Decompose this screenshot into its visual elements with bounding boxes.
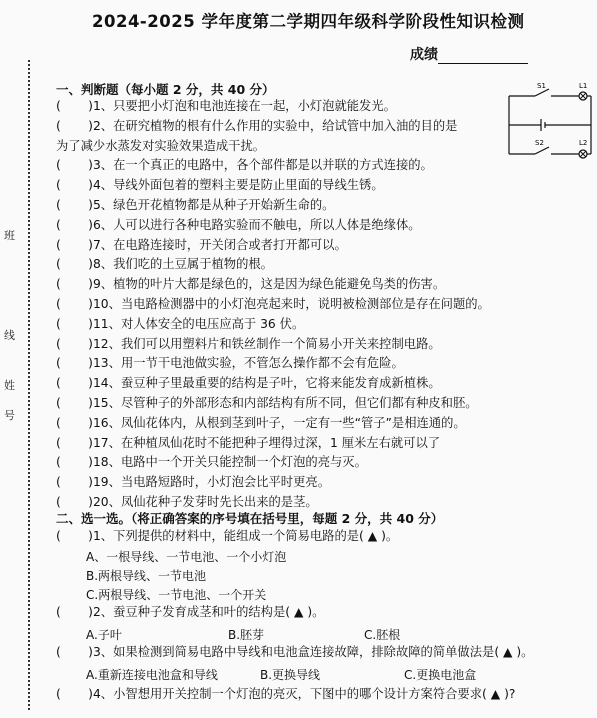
- option-b: B.更换导线: [260, 668, 321, 682]
- judgement-item: ( )13、用一节干电池做实验，不管怎么操作都不会有危险。: [56, 356, 404, 370]
- answer-blank[interactable]: ( ): [56, 277, 93, 291]
- answer-blank[interactable]: ( ): [56, 396, 93, 410]
- judgement-item: ( )9、植物的叶片大都是绿色的，这是因为绿色能避免鸟类的伤害。: [56, 277, 446, 291]
- item-text: 凤仙花种子发芽时先长出来的是茎。: [120, 495, 318, 509]
- item-text: 我们吃的土豆属于植物的根。: [113, 257, 273, 271]
- question-text: 如果检测到简易电路中导线和电池盒连接故障，排除故障的简单做法是( ▲ )。: [113, 645, 534, 659]
- item-number: 6: [92, 218, 101, 232]
- judgement-item: ( )20、凤仙花种子发芽时先长出来的是茎。: [56, 495, 318, 509]
- question-number: 2: [92, 605, 101, 619]
- item-text: 凤仙花体内，从根到茎到叶子，一定有一些“管子”是相连通的。: [120, 416, 466, 430]
- answer-blank[interactable]: ( ): [56, 455, 93, 469]
- judgement-item: ( )19、当电路短路时，小灯泡会比平时更亮。: [56, 475, 330, 489]
- answer-blank[interactable]: ( ): [56, 178, 93, 192]
- option-c: C.胚根: [364, 628, 401, 642]
- item-text: 人可以进行各种电路实验而不触电，所以人体是绝缘体。: [113, 218, 421, 232]
- judgement-item: ( )1、只要把小灯泡和电池连接在一起，小灯泡就能发光。: [56, 99, 396, 113]
- item-text: 蚕豆种子里最重要的结构是子叶，它将来能发育成新植株。: [120, 376, 441, 390]
- question-number: 1: [92, 529, 101, 543]
- answer-blank[interactable]: ( ): [56, 376, 93, 390]
- judgement-item: ( )16、凤仙花体内，从根到茎到叶子，一定有一些“管子”是相连通的。: [56, 416, 466, 430]
- choice-question: ( )2、蚕豆种子发育成茎和叶的结构是( ▲ )。: [56, 605, 325, 619]
- answer-blank[interactable]: ( ): [56, 687, 93, 701]
- answer-blank[interactable]: ( ): [56, 119, 93, 133]
- judgement-item: ( )2、在研究植物的根有什么作用的实验中，给试管中加入油的目的是: [56, 119, 458, 133]
- item-number: 10: [92, 297, 109, 311]
- item-number: 16: [92, 416, 109, 430]
- item-text: 电路中一个开关只能控制一个灯泡的亮与灭。: [120, 455, 367, 469]
- item-text: 对人体安全的电压应高于 36 伏。: [120, 317, 305, 331]
- option-b: B.两根导线、一节电池: [86, 569, 207, 583]
- item-number: 1: [92, 99, 101, 113]
- judgement-item: ( )3、在一个真正的电路中，各个部件都是以并联的方式连接的。: [56, 158, 433, 172]
- judgement-item: ( )4、导线外面包着的塑料主要是防止里面的导线生锈。: [56, 178, 384, 192]
- score-field: [410, 44, 528, 64]
- judgement-item: ( )5、绿色开花植物都是从种子开始新生命的。: [56, 198, 335, 212]
- judgement-item: ( )18、电路中一个开关只能控制一个灯泡的亮与灭。: [56, 455, 367, 469]
- item-number: 17: [92, 436, 109, 450]
- question-number: 4: [92, 687, 101, 701]
- item-text: 在种植凤仙花时不能把种子埋得过深，1 厘米左右就可以了: [120, 436, 441, 450]
- choice-question: ( )1、下列提供的材料中，能组成一个简易电路的是( ▲ )。: [56, 529, 399, 543]
- margin-mark: 班: [4, 229, 15, 242]
- item-text: 在电路连接时，开关闭合或者打开都可以。: [113, 238, 347, 252]
- item-number: 18: [92, 455, 109, 469]
- item-number: 2: [92, 119, 101, 133]
- item-number: 4: [92, 178, 101, 192]
- choice-question: ( )3、如果检测到简易电路中导线和电池盒连接故障，排除故障的简单做法是( ▲ )。: [56, 645, 534, 659]
- item-number: 13: [92, 356, 109, 370]
- answer-blank[interactable]: ( ): [56, 645, 93, 659]
- answer-blank[interactable]: ( ): [56, 297, 93, 311]
- item-text: 尽管种子的外部形态和内部结构有所不同，但它们都有种皮和胚。: [120, 396, 478, 410]
- item-text: 植物的叶片大都是绿色的，这是因为绿色能避免鸟类的伤害。: [113, 277, 446, 291]
- item-number: 9: [92, 277, 101, 291]
- question-text: 下列提供的材料中，能组成一个简易电路的是( ▲ )。: [113, 529, 399, 543]
- item-number: 11: [92, 317, 109, 331]
- judgement-item: ( )8、我们吃的土豆属于植物的根。: [56, 257, 273, 271]
- switch-s1-label: S1: [537, 82, 546, 90]
- item-number: 3: [92, 158, 101, 172]
- answer-blank[interactable]: ( ): [56, 416, 93, 430]
- option-c: C.更换电池盒: [404, 668, 477, 682]
- lamp-l1-label: L1: [579, 82, 588, 90]
- option-a: A、一根导线、一节电池、一个小灯泡: [86, 550, 287, 564]
- item-text: 当电路短路时，小灯泡会比平时更亮。: [120, 475, 330, 489]
- answer-blank[interactable]: ( ): [56, 218, 93, 232]
- item-text: 在研究植物的根有什么作用的实验中，给试管中加入油的目的是: [113, 119, 458, 133]
- item-number: 12: [92, 337, 109, 351]
- question-text: 小智想用开关控制一个灯泡的亮灭，下图中的哪个设计方案符合要求( ▲ )?: [113, 687, 516, 701]
- answer-blank[interactable]: ( ): [56, 158, 93, 172]
- answer-blank[interactable]: ( ): [56, 238, 93, 252]
- item-number: 8: [92, 257, 101, 271]
- section1-heading: 一、判断题（每小题 2 分，共 40 分）: [56, 82, 275, 97]
- answer-blank[interactable]: ( ): [56, 317, 93, 331]
- option-a: A.重新连接电池盒和导线: [86, 668, 218, 682]
- item-text: 绿色开花植物都是从种子开始新生命的。: [113, 198, 335, 212]
- item-number: 7: [92, 238, 101, 252]
- answer-blank[interactable]: ( ): [56, 356, 93, 370]
- item-number: 14: [92, 376, 109, 390]
- item-number: 19: [92, 475, 109, 489]
- item-text-continued: 为了减少水蒸发对实验效果造成干扰。: [56, 139, 266, 153]
- question-text: 蚕豆种子发育成茎和叶的结构是( ▲ )。: [113, 605, 325, 619]
- switch-s2-label: S2: [535, 139, 544, 147]
- answer-blank[interactable]: ( ): [56, 529, 93, 543]
- item-number: 15: [92, 396, 109, 410]
- binding-dotted-line: [28, 60, 30, 710]
- answer-blank[interactable]: ( ): [56, 495, 93, 509]
- circuit-diagram: [505, 82, 595, 172]
- margin-mark: 线: [4, 329, 15, 342]
- answer-blank[interactable]: ( ): [56, 198, 93, 212]
- lamp-l2-label: L2: [579, 139, 588, 147]
- judgement-item: ( )12、我们可以用塑料片和铁丝制作一个简易小开关来控制电路。: [56, 337, 441, 351]
- answer-blank[interactable]: ( ): [56, 475, 93, 489]
- judgement-item: ( )11、对人体安全的电压应高于 36 伏。: [56, 317, 305, 331]
- judgement-item: ( )14、蚕豆种子里最重要的结构是子叶，它将来能发育成新植株。: [56, 376, 441, 390]
- item-text: 导线外面包着的塑料主要是防止里面的导线生锈。: [113, 178, 384, 192]
- question-number: 3: [92, 645, 101, 659]
- item-text: 只要把小灯泡和电池连接在一起，小灯泡就能发光。: [113, 99, 396, 113]
- option-c: C.两根导线、一节电池、一个开关: [86, 588, 267, 602]
- answer-blank[interactable]: ( ): [56, 605, 93, 619]
- answer-blank[interactable]: ( ): [56, 257, 93, 271]
- judgement-item: ( )17、在种植凤仙花时不能把种子埋得过深，1 厘米左右就可以了: [56, 436, 441, 450]
- item-text: 当电路检测器中的小灯泡亮起来时，说明被检测部位是存在问题的。: [120, 297, 490, 311]
- margin-mark: 姓: [4, 379, 15, 392]
- judgement-item: ( )7、在电路连接时，开关闭合或者打开都可以。: [56, 238, 347, 252]
- item-text: 用一节干电池做实验，不管怎么操作都不会有危险。: [120, 356, 404, 370]
- section2-heading: 二、选一选。（将正确答案的序号填在括号里，每题 2 分，共 40 分）: [56, 511, 444, 526]
- item-number: 20: [92, 495, 109, 509]
- answer-blank[interactable]: ( ): [56, 337, 93, 351]
- judgement-item: ( )10、当电路检测器中的小灯泡亮起来时，说明被检测部位是存在问题的。: [56, 297, 490, 311]
- judgement-item: ( )15、尽管种子的外部形态和内部结构有所不同，但它们都有种皮和胚。: [56, 396, 478, 410]
- margin-mark: 号: [4, 409, 15, 422]
- score-label: 成绩: [410, 47, 438, 63]
- judgement-item: ( )6、人可以进行各种电路实验而不触电，所以人体是绝缘体。: [56, 218, 421, 232]
- item-number: 5: [92, 198, 101, 212]
- exam-title: 2024-2025 学年度第二学期四年级科学阶段性知识检测: [92, 12, 525, 31]
- score-blank[interactable]: [438, 49, 528, 64]
- answer-blank[interactable]: ( ): [56, 436, 93, 450]
- choice-question: ( )4、小智想用开关控制一个灯泡的亮灭，下图中的哪个设计方案符合要求( ▲ )?: [56, 687, 516, 701]
- answer-blank[interactable]: ( ): [56, 99, 93, 113]
- option-a: A.子叶: [86, 628, 122, 642]
- item-text: 我们可以用塑料片和铁丝制作一个简易小开关来控制电路。: [120, 337, 441, 351]
- item-text: 在一个真正的电路中，各个部件都是以并联的方式连接的。: [113, 158, 433, 172]
- option-b: B.胚芽: [228, 628, 265, 642]
